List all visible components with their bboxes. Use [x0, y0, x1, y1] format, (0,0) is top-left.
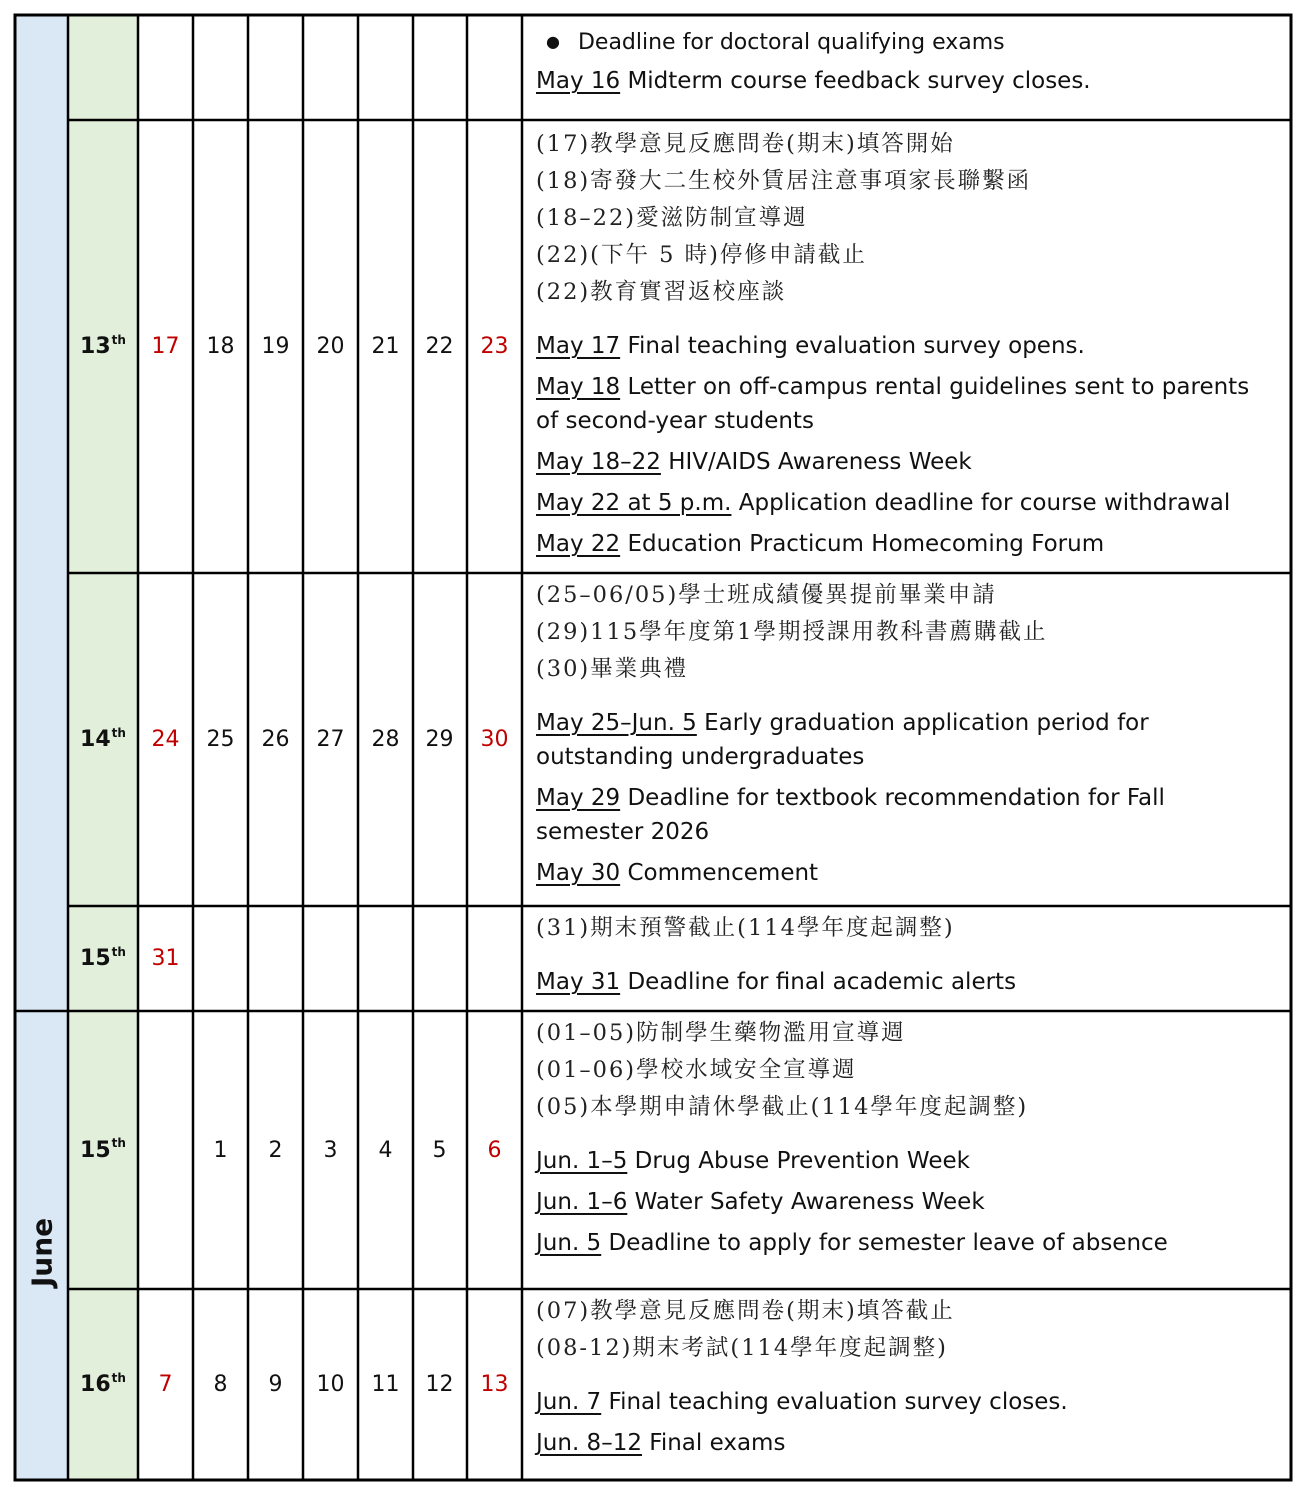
- week-row: [68, 906, 1290, 1011]
- day-cell: 7: [158, 1372, 173, 1397]
- day-cell: 22: [425, 334, 454, 359]
- week-number-value: 14: [80, 727, 111, 752]
- en-event: [536, 1144, 1278, 1178]
- event-date: May 30: [536, 860, 621, 886]
- day-cell: 25: [206, 727, 235, 752]
- zh-event: (01–06)學校水域安全宣導週: [536, 1057, 857, 1083]
- week-number-suffix: th: [111, 1136, 126, 1150]
- day-cell: [138, 1011, 193, 1289]
- event-notes: [522, 1011, 1290, 1289]
- week-number-suffix: th: [111, 1370, 126, 1385]
- event-notes: [522, 15, 1290, 120]
- day-cell: 4: [378, 1137, 393, 1163]
- event-date: May 29: [536, 785, 621, 811]
- zh-event: (22)(下午 5 時)停修申請截止: [536, 242, 867, 268]
- event-date: Jun. 8–12: [536, 1430, 642, 1456]
- day-cell: 12: [425, 1372, 454, 1397]
- event-text: Water Safety Awareness Week: [627, 1189, 985, 1215]
- day-cell: 27: [316, 727, 345, 752]
- week-number-value: 13: [80, 334, 111, 359]
- spacer: [536, 311, 1278, 329]
- day-cell: [358, 15, 413, 120]
- week-number: [68, 1289, 138, 1480]
- week-number-suffix: th: [111, 944, 126, 959]
- event-text: Deadline to apply for semester leave of absence: [601, 1230, 1168, 1256]
- week-row: [68, 120, 1290, 573]
- event-text: Deadline for textbook recommendation for Fall semester 2026: [536, 785, 1165, 845]
- day-cell: [303, 15, 358, 120]
- week-row: [68, 1289, 1290, 1480]
- event-date: May 31: [536, 969, 621, 995]
- week-number: [68, 1011, 138, 1289]
- week-number: [68, 906, 138, 1011]
- bullet-text: Deadline for doctoral qualifying exams: [577, 30, 1005, 55]
- week-number-value: 15: [80, 946, 111, 971]
- zh-event: (22)教育實習返校座談: [536, 279, 787, 305]
- week-row: [68, 15, 1290, 120]
- week-row: [68, 1011, 1290, 1289]
- event-text: Final teaching evaluation survey opens.: [620, 333, 1085, 359]
- event-date: May 22 at 5 p.m.: [536, 490, 732, 516]
- en-event: [536, 856, 1278, 890]
- event-date: May 25–Jun. 5: [536, 710, 697, 736]
- en-event: [536, 445, 1278, 479]
- event-text: Final exams: [641, 1430, 786, 1456]
- week-number: [68, 15, 138, 120]
- en-event: [536, 781, 1278, 849]
- day-cell: [412, 15, 467, 120]
- en-event: [536, 1385, 1278, 1419]
- week-number-suffix: th: [111, 725, 126, 740]
- event-date: May 16: [536, 68, 621, 94]
- day-cell: 31: [151, 946, 180, 971]
- bullet-item: [536, 23, 1278, 64]
- week-row: [68, 573, 1290, 906]
- zh-event: (25–06/05)學士班成績優異提前畢業申請: [536, 582, 997, 608]
- week-number-value: 16: [80, 1372, 111, 1397]
- day-cell: 21: [371, 334, 400, 359]
- day-cell: 1: [213, 1137, 228, 1163]
- spacer: [536, 1367, 1278, 1385]
- day-cell: 8: [213, 1372, 228, 1397]
- day-cell: [467, 906, 522, 1011]
- day-cell: 20: [316, 334, 345, 359]
- week-number-suffix: th: [111, 332, 126, 347]
- en-event: [536, 64, 1278, 98]
- bullet-icon: ●: [546, 32, 560, 51]
- event-text: Deadline for final academic alerts: [620, 969, 1017, 995]
- zh-event: (18)寄發大二生校外賃居注意事項家長聯繫函: [536, 168, 1032, 194]
- day-cell: [467, 15, 522, 120]
- week-number-value: 15: [80, 1137, 111, 1163]
- event-date: Jun. 5: [536, 1230, 602, 1256]
- day-cell: 19: [261, 334, 290, 359]
- day-cell: 3: [323, 1137, 338, 1163]
- event-text: Early graduation application period for outstanding undergraduates: [536, 710, 1149, 770]
- day-cell: [358, 906, 413, 1011]
- zh-event: (05)本學期申請休學截止(114學年度起調整): [536, 1094, 1029, 1120]
- event-notes: [522, 906, 1290, 1011]
- event-text: Final teaching evaluation survey closes.: [601, 1389, 1068, 1415]
- event-date: Jun. 1–5: [536, 1148, 628, 1174]
- month-june: [16, 1011, 68, 1479]
- event-text: Education Practicum Homecoming Forum: [620, 531, 1105, 557]
- en-event: [536, 370, 1278, 438]
- event-date: May 18–22: [536, 449, 661, 475]
- day-cell: 5: [432, 1137, 447, 1163]
- zh-event: (29)115學年度第1學期授課用教科書薦購截止: [536, 619, 1048, 645]
- zh-event: (08-12)期末考試(114學年度起調整): [536, 1335, 948, 1361]
- event-notes: [522, 1289, 1290, 1480]
- day-cell: [248, 906, 303, 1011]
- day-cell: 18: [206, 334, 235, 359]
- event-date: Jun. 1–6: [536, 1189, 628, 1215]
- en-event: [536, 965, 1278, 999]
- day-cell: [193, 906, 248, 1011]
- event-date: May 18: [536, 374, 621, 400]
- event-text: Drug Abuse Prevention Week: [627, 1148, 970, 1174]
- week-number: [68, 120, 138, 573]
- en-event: [536, 527, 1278, 561]
- en-event: [536, 486, 1278, 520]
- day-cell: 29: [425, 727, 454, 752]
- week-number: [68, 573, 138, 906]
- day-cell: [248, 15, 303, 120]
- month-may: [16, 16, 68, 1011]
- day-cell: 2: [268, 1137, 283, 1163]
- day-cell: 28: [371, 727, 400, 752]
- day-cell: [303, 906, 358, 1011]
- zh-event: (31)期末預警截止(114學年度起調整): [536, 915, 955, 941]
- day-cell: 17: [151, 334, 180, 359]
- spacer: [536, 1126, 1278, 1144]
- en-event: [536, 706, 1278, 774]
- spacer: [536, 688, 1278, 706]
- zh-event: (30)畢業典禮: [536, 656, 689, 682]
- event-text: HIV/AIDS Awareness Week: [660, 449, 972, 475]
- zh-event: (17)教學意見反應問卷(期末)填答開始: [536, 131, 955, 157]
- day-cell: 13: [480, 1372, 509, 1397]
- day-cell: 23: [480, 334, 509, 359]
- spacer: [536, 947, 1278, 965]
- event-date: May 17: [536, 333, 621, 359]
- day-cell: 30: [480, 727, 509, 752]
- event-date: May 22: [536, 531, 621, 557]
- day-cell: 9: [268, 1372, 283, 1397]
- en-event: [536, 329, 1278, 363]
- zh-event: (01–05)防制學生藥物濫用宣導週: [536, 1020, 906, 1046]
- event-text: Application deadline for course withdrawal: [731, 490, 1231, 516]
- day-cell: 6: [487, 1137, 502, 1163]
- event-text: Letter on off-campus rental guidelines sent to parents of second-year students: [536, 374, 1250, 434]
- day-cell: [138, 15, 193, 120]
- day-cell: 11: [371, 1372, 400, 1397]
- day-cell: [193, 15, 248, 120]
- day-cell: 24: [151, 727, 180, 752]
- day-cell: [412, 906, 467, 1011]
- event-date: Jun. 7: [536, 1389, 602, 1415]
- event-text: Midterm course feedback survey closes.: [620, 68, 1091, 94]
- en-event: [536, 1226, 1278, 1260]
- event-notes: [522, 573, 1290, 906]
- zh-event: (18–22)愛滋防制宣導週: [536, 205, 808, 231]
- en-event: [536, 1426, 1278, 1460]
- zh-event: (07)教學意見反應問卷(期末)填答截止: [536, 1298, 955, 1324]
- event-text: Commencement: [620, 860, 819, 886]
- day-cell: 10: [316, 1372, 345, 1397]
- month-june-label: June: [25, 1217, 59, 1288]
- en-event: [536, 1185, 1278, 1219]
- event-notes: [522, 120, 1290, 573]
- day-cell: 26: [261, 727, 290, 752]
